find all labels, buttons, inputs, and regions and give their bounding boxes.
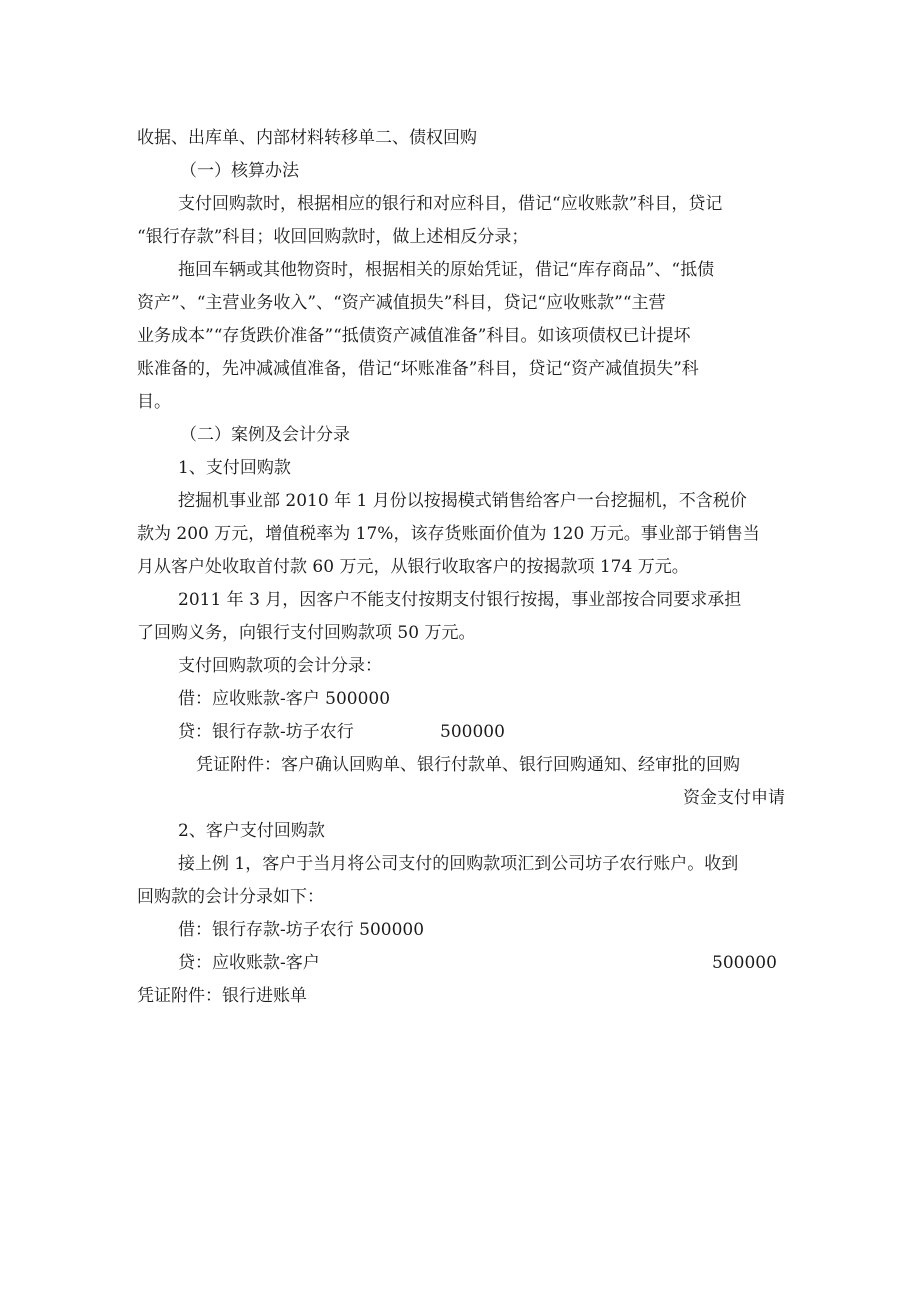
paragraph-line: 挖掘机事业部 2010 年 1 月份以按揭模式销售给客户一台挖掘机，不含税价 <box>178 491 747 511</box>
paragraph-line: 目。 <box>137 392 171 412</box>
paragraph-line: 回购款的会计分录如下： <box>137 887 324 907</box>
paragraph-line: 款为 200 万元，增值税率为 17%，该存货账面价值为 120 万元。事业部于销售当 <box>137 524 760 544</box>
credit-entry: 贷：应收账款-客户 <box>178 953 320 973</box>
debit-entry: 借：应收账款-客户 500000 <box>178 689 391 709</box>
section-heading-cases: （二）案例及会计分录 <box>180 425 350 445</box>
case-title: 2、客户支付回购款 <box>178 821 325 841</box>
paragraph-line: 了回购义务，向银行支付回购款项 50 万元。 <box>137 623 476 643</box>
paragraph-line: 业务成本”“存货跌价准备”“抵债资产减值准备”科目。如该项债权已计提坏 <box>137 326 691 346</box>
paragraph-line: 月从客户处收取首付款 60 万元，从银行收取客户的按揭款项 174 万元。 <box>137 557 689 577</box>
text-line: 收据、出库单、内部材料转移单二、债权回购 <box>137 128 477 148</box>
case-title: 1、支付回购款 <box>178 458 291 478</box>
paragraph-line: 接上例 1，客户于当月将公司支付的回购款项汇到公司坊子农行账户。收到 <box>178 854 739 874</box>
paragraph-line: 拖回车辆或其他物资时，根据相关的原始凭证，借记“库存商品”、“抵债 <box>178 260 715 280</box>
credit-entry <box>178 720 354 744</box>
paragraph-line: 支付回购款时，根据相应的银行和对应科目，借记“应收账款”科目，贷记 <box>178 194 723 214</box>
debit-entry: 借：银行存款-坊子农行 500000 <box>178 920 425 940</box>
voucher-attachments: 凭证附件：银行进账单 <box>137 986 307 1006</box>
paragraph-line: 2011 年 3 月，因客户不能支付按期支付银行按揭，事业部按合同要求承担 <box>178 590 742 610</box>
paragraph-line: 账准备的，先冲减减值准备，借记“坏账准备”科目，贷记“资产减值损失”科 <box>137 359 699 379</box>
paragraph-line: “银行存款”科目；收回回购款时，做上述相反分录； <box>137 227 529 247</box>
section-heading-method: （一）核算办法 <box>180 161 299 181</box>
paragraph-line: 资产”、“主营业务收入”、“资产减值损失”科目，贷记“应收账款”“主营 <box>137 293 666 313</box>
voucher-attachments-continued: 资金支付申请 <box>683 788 785 808</box>
entry-title: 支付回购款项的会计分录： <box>178 656 382 676</box>
voucher-attachments: 凭证附件：客户确认回购单、银行付款单、银行回购通知、经审批的回购 <box>196 755 740 775</box>
credit-entry-amount: 500000 <box>440 722 505 742</box>
credit-entry-amount: 500000 <box>712 953 777 973</box>
credit-entry-label: 贷：银行存款-坊子农行 <box>178 722 354 742</box>
